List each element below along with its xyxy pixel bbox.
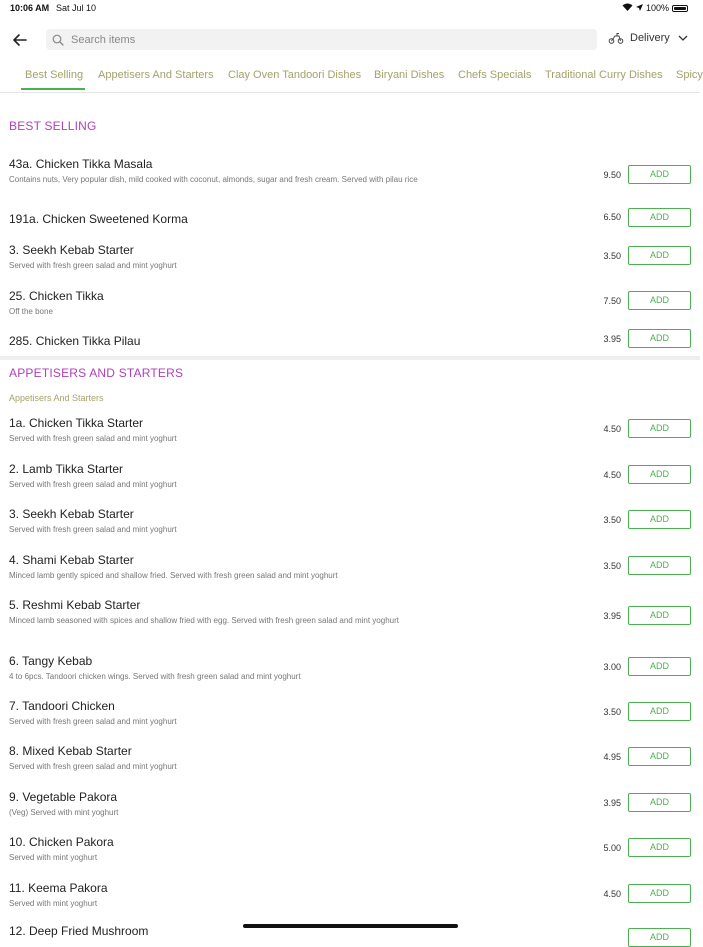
- home-indicator[interactable]: [243, 924, 458, 928]
- item-name: 43a. Chicken Tikka Masala: [9, 157, 153, 171]
- item-description: Served with fresh green salad and mint yoghurt: [9, 525, 177, 534]
- add-button[interactable]: ADD: [628, 838, 691, 857]
- scooter-icon: [608, 32, 624, 44]
- tab-best-selling[interactable]: Best Selling: [25, 69, 84, 81]
- back-button[interactable]: [10, 30, 30, 50]
- add-button[interactable]: ADD: [628, 657, 691, 676]
- item-description: (Veg) Served with mint yoghurt: [9, 808, 119, 817]
- item-name: 6. Tangy Kebab: [9, 654, 93, 668]
- item-price: 3.95: [603, 611, 621, 621]
- item-description: Minced lamb seasoned with spices and shallow fried with egg. Served with fresh green salad and mint yoghurt: [9, 616, 399, 625]
- item-name: 191a. Chicken Sweetened Korma: [9, 212, 188, 226]
- item-name: 2. Lamb Tikka Starter: [9, 462, 124, 476]
- add-button[interactable]: ADD: [628, 419, 691, 438]
- tab-chefs-specials[interactable]: Chefs Specials: [458, 69, 532, 81]
- item-price: 3.00: [603, 662, 621, 672]
- add-button[interactable]: ADD: [628, 556, 691, 575]
- add-button[interactable]: ADD: [628, 465, 691, 484]
- add-button[interactable]: ADD: [628, 747, 691, 766]
- item-description: Off the bone: [9, 307, 53, 316]
- item-description: Served with fresh green salad and mint yoghurt: [9, 434, 177, 443]
- add-button[interactable]: ADD: [628, 793, 691, 812]
- header: [0, 26, 700, 54]
- add-button[interactable]: ADD: [628, 246, 691, 265]
- item-price: 3.50: [603, 707, 621, 717]
- active-tab-indicator: [21, 88, 85, 90]
- item-price: 3.95: [603, 798, 621, 808]
- item-name: 8. Mixed Kebab Starter: [9, 744, 132, 758]
- tab-clay-oven-tandoori-dishes[interactable]: Clay Oven Tandoori Dishes: [228, 69, 362, 81]
- item-description: Served with fresh green salad and mint yoghurt: [9, 480, 177, 489]
- item-price: 5.00: [603, 843, 621, 853]
- item-price: 3.95: [603, 334, 621, 344]
- item-description: Served with fresh green salad and mint yoghurt: [9, 717, 177, 726]
- arrow-left-icon: [10, 30, 30, 50]
- status-date: Sat Jul 10: [56, 3, 97, 13]
- delivery-selector[interactable]: [608, 32, 688, 44]
- item-name: 7. Tandoori Chicken: [9, 699, 115, 713]
- add-button[interactable]: ADD: [628, 329, 691, 348]
- item-description: Minced lamb gently spiced and shallow fried. Served with fresh green salad and mint yoghurt: [9, 571, 338, 580]
- item-price: 4.95: [603, 752, 621, 762]
- item-price: 3.50: [603, 515, 621, 525]
- battery-icon: [672, 5, 688, 12]
- search-icon: [52, 34, 64, 46]
- status-time: 10:06 AM: [10, 3, 50, 13]
- item-description: Served with fresh green salad and mint yoghurt: [9, 762, 177, 771]
- item-description: Served with fresh green salad and mint yoghurt: [9, 261, 177, 270]
- item-name: 9. Vegetable Pakora: [9, 790, 118, 804]
- item-name: 25. Chicken Tikka: [9, 289, 104, 303]
- tab-appetisers-and-starters[interactable]: Appetisers And Starters: [98, 69, 214, 81]
- item-price: 3.50: [603, 251, 621, 261]
- item-price: 6.50: [603, 212, 621, 222]
- delivery-label: Delivery: [630, 32, 670, 44]
- item-price: 4.50: [603, 424, 621, 434]
- item-price: 4.50: [603, 470, 621, 480]
- tab-traditional-curry-dishes[interactable]: Traditional Curry Dishes: [545, 69, 663, 81]
- section-title-appetisers: APPETISERS AND STARTERS: [9, 366, 184, 380]
- item-description: Served with mint yoghurt: [9, 853, 98, 862]
- item-name: 12. Deep Fried Mushroom: [9, 924, 149, 938]
- tab-biryani-dishes[interactable]: Biryani Dishes: [374, 69, 445, 81]
- item-price: 3.50: [603, 561, 621, 571]
- add-button[interactable]: ADD: [628, 606, 691, 625]
- chevron-down-icon: [678, 35, 688, 41]
- item-name: 3. Seekh Kebab Starter: [9, 507, 134, 521]
- status-indicators: [622, 3, 688, 13]
- add-button[interactable]: ADD: [628, 165, 691, 184]
- section-title-best-selling: BEST SELLING: [9, 119, 97, 133]
- item-name: 3. Seekh Kebab Starter: [9, 243, 134, 257]
- item-name: 1a. Chicken Tikka Starter: [9, 416, 144, 430]
- status-bar: [0, 0, 700, 18]
- wifi-icon: [622, 3, 633, 13]
- location-icon: [636, 3, 643, 13]
- item-price: 4.50: [603, 889, 621, 899]
- item-name: 285. Chicken Tikka Pilau: [9, 334, 141, 348]
- search-input[interactable]: [69, 33, 573, 47]
- item-name: 11. Keema Pakora: [9, 881, 108, 895]
- item-name: 10. Chicken Pakora: [9, 835, 114, 849]
- add-button[interactable]: ADD: [628, 884, 691, 903]
- add-button[interactable]: ADD: [628, 208, 691, 227]
- tab-spicy[interactable]: Spicy: [676, 69, 703, 81]
- add-button[interactable]: ADD: [628, 291, 691, 310]
- item-price: 7.50: [603, 296, 621, 306]
- add-button[interactable]: ADD: [628, 510, 691, 529]
- item-description: 4 to 6pcs. Tandoori chicken wings. Served with fresh green salad and mint yoghurt: [9, 672, 301, 681]
- add-button[interactable]: ADD: [628, 928, 691, 947]
- search-bar[interactable]: [46, 29, 597, 50]
- item-description: Served with mint yoghurt: [9, 899, 98, 908]
- item-name: 5. Reshmi Kebab Starter: [9, 598, 141, 612]
- battery-percent: 100%: [645, 3, 669, 13]
- item-name: 4. Shami Kebab Starter: [9, 553, 134, 567]
- section-divider: [0, 356, 700, 360]
- item-price: 9.50: [603, 170, 621, 180]
- subsection-title: Appetisers And Starters: [9, 393, 104, 403]
- item-description: Contains nuts, Very popular dish, mild cooked with coconut, almonds, sugar and fresh cream. Served with pilau rice: [9, 175, 418, 184]
- category-tabs: [0, 62, 703, 93]
- add-button[interactable]: ADD: [628, 702, 691, 721]
